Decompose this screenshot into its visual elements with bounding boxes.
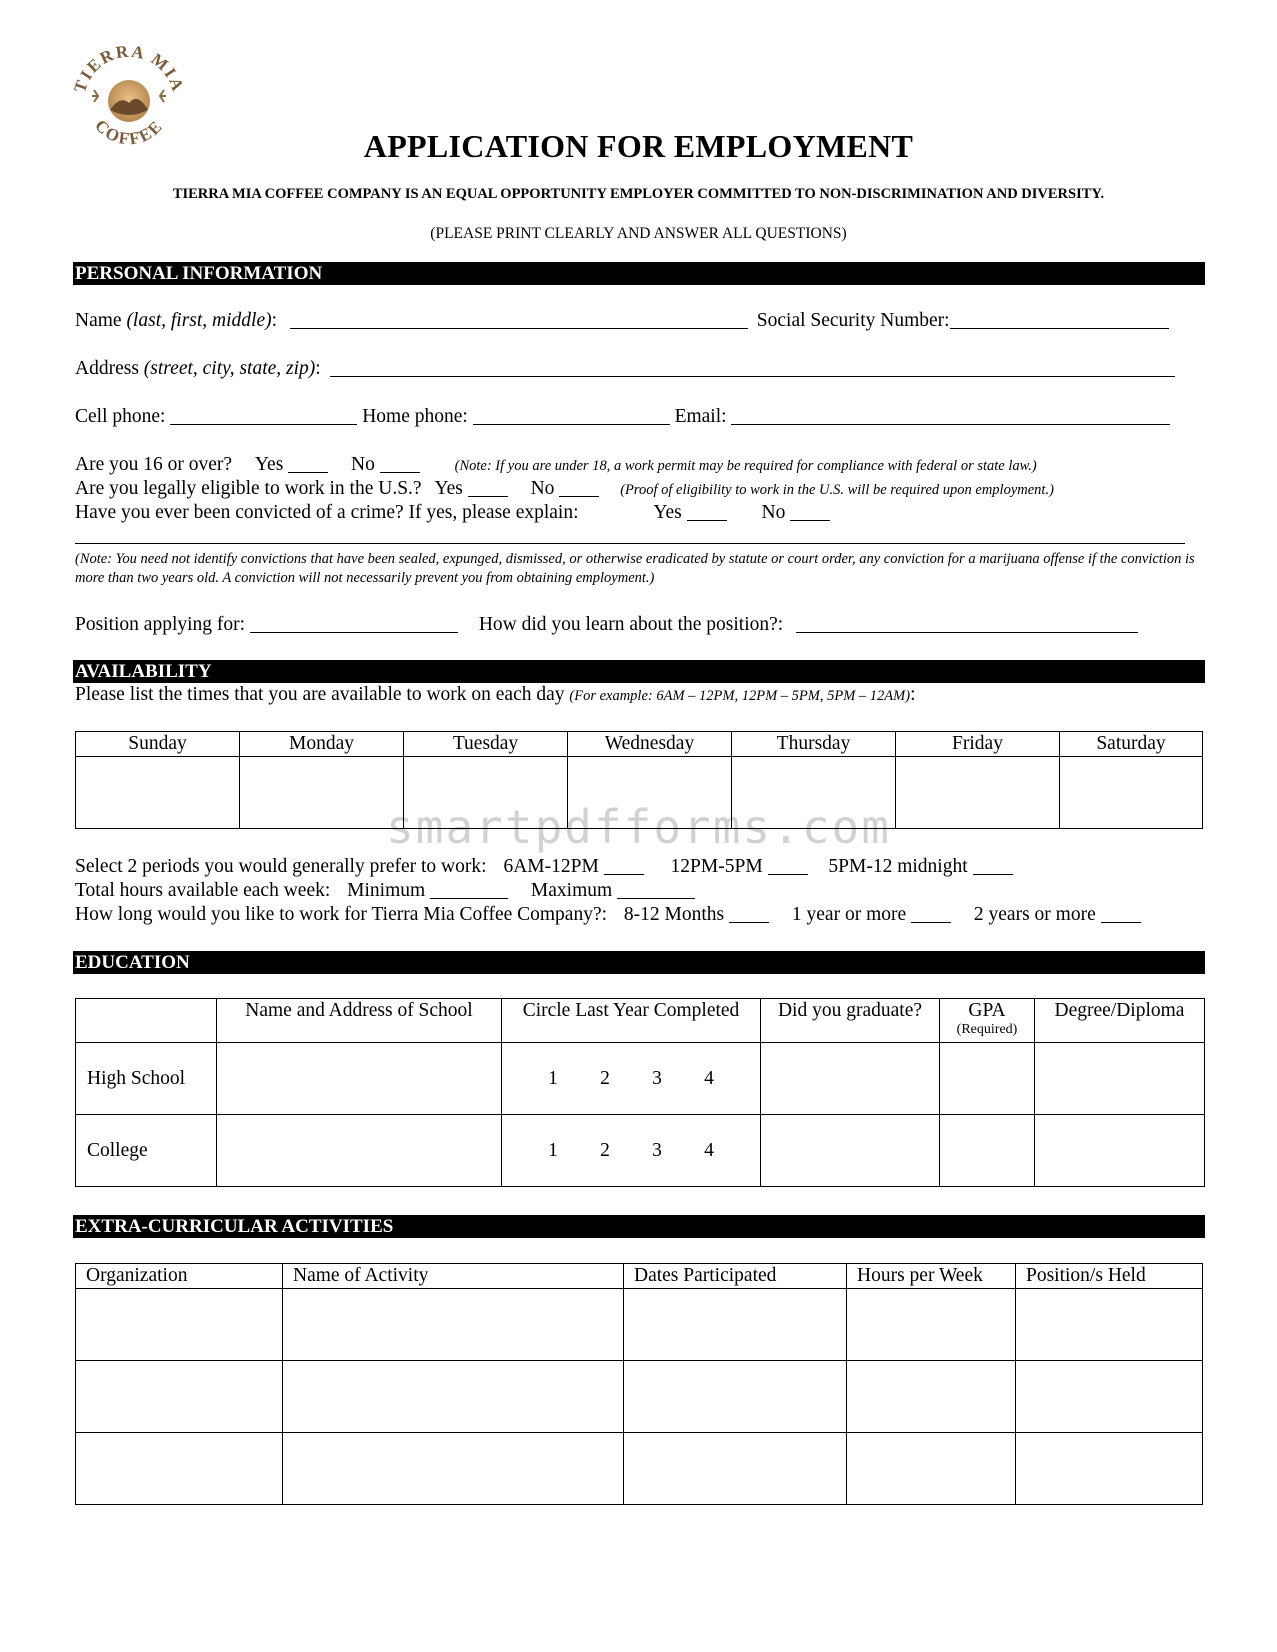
hours-row: Total hours available each week: Minimum Maximum [75, 880, 695, 902]
age-note: (Note: If you are under 18, a work permit may be required for compliance with federal or state law.) [454, 458, 1037, 474]
extra-header-dates: Dates Participated [624, 1264, 847, 1289]
extracurricular-table [75, 1263, 1203, 1505]
table-row [76, 1361, 1203, 1433]
year-option[interactable]: 2 [600, 1067, 610, 1089]
section-header-extracurricular: EXTRA-CURRICULAR ACTIVITIES [73, 1215, 1205, 1238]
year-option[interactable]: 2 [600, 1139, 610, 1161]
extra-position-field[interactable] [1016, 1289, 1203, 1361]
education-row-label: High School [76, 1043, 217, 1115]
extra-position-field[interactable] [1016, 1433, 1203, 1505]
email-field[interactable] [731, 406, 1170, 425]
college-year-options [502, 1115, 761, 1187]
day-header: Sunday [76, 732, 240, 757]
high-school-graduated-field[interactable] [761, 1043, 940, 1115]
svg-text:COFFEE: COFFEE [91, 115, 167, 149]
address-label: Address [75, 358, 144, 379]
extra-dates-field[interactable] [624, 1433, 847, 1505]
age-yes-field[interactable] [288, 454, 328, 473]
day-header: Saturday [1060, 732, 1203, 757]
education-header-gpa: GPA (Required) [940, 999, 1035, 1043]
eligibility-note: (Proof of eligibility to work in the U.S. will be required upon employment.) [620, 482, 1054, 498]
day-header: Friday [896, 732, 1060, 757]
high-school-year-options [502, 1043, 761, 1115]
ssn-label: Social Security Number: [756, 310, 950, 331]
eligibility-question: Are you legally eligible to work in the U.S.? [75, 478, 422, 499]
page-title: APPLICATION FOR EMPLOYMENT [363, 128, 914, 164]
extra-activity-field[interactable] [283, 1289, 624, 1361]
table-row [76, 1433, 1203, 1505]
extra-organization-field[interactable] [76, 1433, 283, 1505]
section-header-personal: PERSONAL INFORMATION [73, 262, 1205, 285]
name-row: Name (last, first, middle): Social Security Number: [75, 310, 1169, 332]
home-phone-label: Home phone: [362, 406, 468, 427]
extra-hours-field[interactable] [847, 1433, 1016, 1505]
high-school-gpa-field[interactable] [940, 1043, 1035, 1115]
high-school-name-field[interactable] [217, 1043, 502, 1115]
extra-header-position: Position/s Held [1016, 1264, 1203, 1289]
age-question: Are you 16 or over? [75, 454, 233, 475]
eligibility-row: Are you legally eligible to work in the U.S.? Yes No (Proof of eligibility to work in the U.S. will be required upon employment.) [75, 478, 1054, 499]
duration-long-field[interactable] [1101, 904, 1141, 923]
section-header-availability: AVAILABILITY [73, 660, 1205, 683]
age-row: Are you 16 or over? Yes No (Note: If you are under 18, a work permit may be required for compliance with federal or state law.) [75, 454, 1037, 475]
position-row [75, 614, 1138, 636]
equal-opportunity-statement: TIERRA MIA COFFEE COMPANY IS AN EQUAL OPPORTUNITY EMPLOYER COMMITTED TO NON-DISCRIMINATION AND DIVERSITY. [172, 186, 1105, 202]
hours-maximum-field[interactable] [617, 880, 695, 899]
day-header: Monday [240, 732, 404, 757]
age-no-field[interactable] [380, 454, 420, 473]
home-phone-field[interactable] [473, 406, 670, 425]
conviction-note: (Note: You need not identify convictions that have been sealed, expunged, dismissed, or otherwise eradicated by statute or court order, any conviction for a marijuana offense if the conviction is more than two years old. A conviction will not necessarily prevent you from obtaining employment.) [75, 551, 1195, 586]
address-field[interactable] [330, 358, 1175, 377]
year-option[interactable]: 4 [704, 1067, 714, 1089]
extra-organization-field[interactable] [76, 1289, 283, 1361]
crime-no-field[interactable] [790, 502, 830, 521]
extra-header-activity: Name of Activity [283, 1264, 624, 1289]
eligibility-no-field[interactable] [559, 478, 599, 497]
cell-phone-label: Cell phone: [75, 406, 166, 427]
name-hint: (last, first, middle) [126, 310, 272, 331]
college-gpa-field[interactable] [940, 1115, 1035, 1187]
college-name-field[interactable] [217, 1115, 502, 1187]
extra-header-organization: Organization [76, 1264, 283, 1289]
year-option[interactable]: 4 [704, 1139, 714, 1161]
year-option[interactable]: 3 [652, 1067, 662, 1089]
periods-row: Select 2 periods you would generally prefer to work: 6AM-12PM 12PM-5PM 5PM-12 midnight [75, 856, 1013, 878]
extra-activity-field[interactable] [283, 1361, 624, 1433]
education-header-graduate: Did you graduate? [761, 999, 940, 1043]
extra-dates-field[interactable] [624, 1361, 847, 1433]
instructions: (PLEASE PRINT CLEARLY AND ANSWER ALL QUESTIONS) [430, 225, 847, 242]
svg-text:TIERRA MIA: TIERRA MIA [70, 41, 188, 95]
college-graduated-field[interactable] [761, 1115, 940, 1187]
duration-label: How long would you like to work for Tierra Mia Coffee Company?: [75, 904, 608, 925]
periods-label: Select 2 periods you would generally prefer to work: [75, 856, 487, 877]
crime-row: Have you ever been convicted of a crime? If yes, please explain: Yes No [75, 502, 830, 524]
extra-dates-field[interactable] [624, 1289, 847, 1361]
gpa-required-note: (Required) [956, 1022, 1018, 1037]
education-header-blank [76, 999, 217, 1043]
duration-short-field[interactable] [729, 904, 769, 923]
high-school-degree-field[interactable] [1035, 1043, 1205, 1115]
extra-hours-field[interactable] [847, 1361, 1016, 1433]
crime-explanation-field[interactable] [75, 543, 1185, 544]
college-degree-field[interactable] [1035, 1115, 1205, 1187]
period-evening-field[interactable] [973, 856, 1013, 875]
address-hint: (street, city, state, zip) [143, 358, 316, 379]
section-header-education: EDUCATION [73, 951, 1205, 974]
day-header: Wednesday [568, 732, 732, 757]
extra-hours-field[interactable] [847, 1289, 1016, 1361]
learn-field[interactable] [796, 614, 1138, 633]
crime-yes-field[interactable] [687, 502, 727, 521]
name-field[interactable] [290, 310, 748, 329]
year-option[interactable]: 1 [548, 1067, 558, 1089]
education-table [75, 998, 1205, 1187]
crime-question: Have you ever been convicted of a crime? If yes, please explain: [75, 502, 579, 523]
position-label: Position applying for: [75, 614, 246, 635]
year-option[interactable]: 1 [548, 1139, 558, 1161]
education-row-label: College [76, 1115, 217, 1187]
day-header: Tuesday [404, 732, 568, 757]
hours-minimum-field[interactable] [430, 880, 508, 899]
learn-label: How did you learn about the position?: [478, 614, 784, 635]
period-afternoon-field[interactable] [768, 856, 808, 875]
education-header-degree: Degree/Diploma [1035, 999, 1205, 1043]
position-field[interactable] [250, 614, 458, 633]
duration-medium-field[interactable] [911, 904, 951, 923]
extra-header-hours: Hours per Week [847, 1264, 1016, 1289]
day-header: Thursday [732, 732, 896, 757]
period-morning-field[interactable] [604, 856, 644, 875]
address-row: Address (street, city, state, zip): [75, 358, 1175, 380]
extra-position-field[interactable] [1016, 1361, 1203, 1433]
extra-activity-field[interactable] [283, 1433, 624, 1505]
phone-row [75, 406, 1170, 428]
duration-row: How long would you like to work for Tierra Mia Coffee Company?: 8-12 Months 1 year or more 2 years or more [75, 904, 1141, 926]
education-header-school: Name and Address of School [217, 999, 502, 1043]
education-header-year: Circle Last Year Completed [502, 999, 761, 1043]
year-option[interactable]: 3 [652, 1139, 662, 1161]
email-label: Email: [674, 406, 727, 427]
eligibility-yes-field[interactable] [468, 478, 508, 497]
name-label: Name [75, 310, 127, 331]
cell-phone-field[interactable] [170, 406, 357, 425]
extra-organization-field[interactable] [76, 1361, 283, 1433]
hours-label: Total hours available each week: [75, 880, 331, 901]
ssn-field[interactable] [950, 310, 1169, 329]
table-row [76, 1289, 1203, 1361]
availability-intro: Please list the times that you are available to work on each day (For example: 6AM – 12PM, 12PM – 5PM, 5PM – 12AM): [75, 684, 916, 705]
watermark: smartpdfforms.com [386, 800, 891, 854]
